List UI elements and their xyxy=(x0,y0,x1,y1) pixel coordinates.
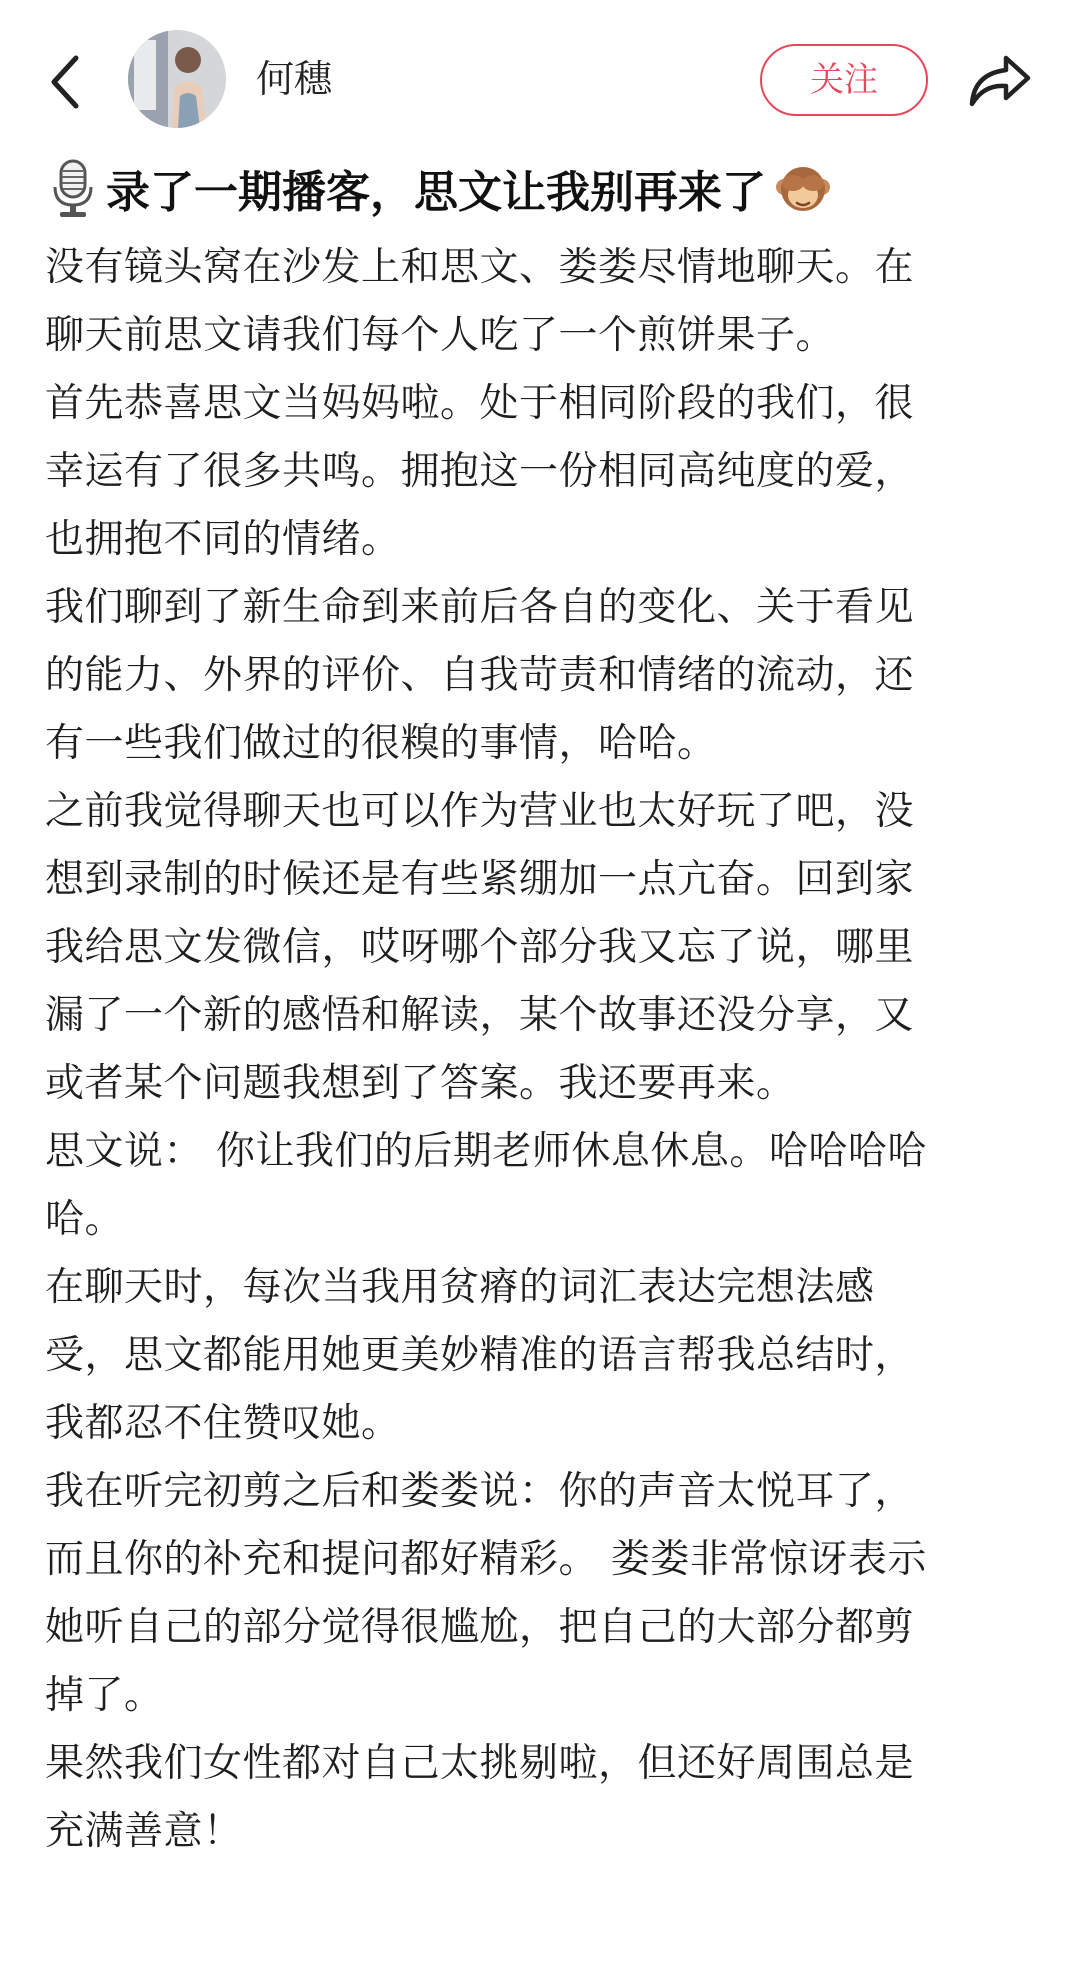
post-paragraph: 我们聊到了新生命到来前后各自的变化、关于看见 的能力、外界的评价、自我苛责和情绪的流动，还 有一些我们做过的很糗的事情，哈哈。 xyxy=(45,585,915,766)
post-title-text: 录了一期播客，思文让我别再来了 xyxy=(106,167,766,218)
author-avatar[interactable] xyxy=(128,30,226,128)
back-button[interactable] xyxy=(40,46,96,118)
post-paragraph: 在聊天时，每次当我用贫瘠的词汇表达完想法感 受，思文都能用她更美妙精准的语言帮我总结时， 我都忍不住赞叹她。 xyxy=(45,1265,915,1446)
follow-button[interactable]: 关注 xyxy=(760,44,928,116)
post-header xyxy=(0,0,1080,160)
post-body xyxy=(45,234,1031,1866)
post-paragraph: 首先恭喜思文当妈妈啦。处于相同阶段的我们，很 幸运有了很多共鸣。拥抱这一份相同高纯度的爱， 也拥抱不同的情绪。 xyxy=(45,381,915,562)
chevron-left-icon xyxy=(40,46,96,118)
microphone-icon xyxy=(48,157,98,219)
see-no-evil-monkey-icon xyxy=(774,159,832,217)
avatar-photo-icon xyxy=(128,30,226,128)
author-name[interactable]: 何穗 xyxy=(256,57,333,101)
share-button[interactable] xyxy=(966,50,1034,110)
post-paragraph: 之前我觉得聊天也可以作为营业也太好玩了吧，没 想到录制的时候还是有些紧绷加一点亢奋。回到家 我给思文发微信，哎呀哪个部分我又忘了说，哪里 漏了一个新的感悟和解读，某个故事还没分享，又 或者某个问题我想到了答案。我还要再来。 xyxy=(45,789,915,1106)
share-arrow-icon xyxy=(966,50,1034,110)
post-paragraph: 果然我们女性都对自己太挑剔啦，但还好周围总是 充满善意！ xyxy=(45,1741,915,1854)
post-paragraph: 思文说： 你让我们的后期老师休息休息。哈哈哈哈 哈。 xyxy=(45,1129,927,1242)
post-paragraph: 没有镜头窝在沙发上和思文、娄娄尽情地聊天。在 聊天前思文请我们每个人吃了一个煎饼果子。 xyxy=(45,245,915,358)
post-title xyxy=(48,150,1048,226)
post-paragraph: 我在听完初剪之后和娄娄说：你的声音太悦耳了， 而且你的补充和提问都好精彩。 娄娄非常惊讶表示 她听自己的部分觉得很尴尬，把自己的大部分都剪 掉了。 xyxy=(45,1469,927,1718)
